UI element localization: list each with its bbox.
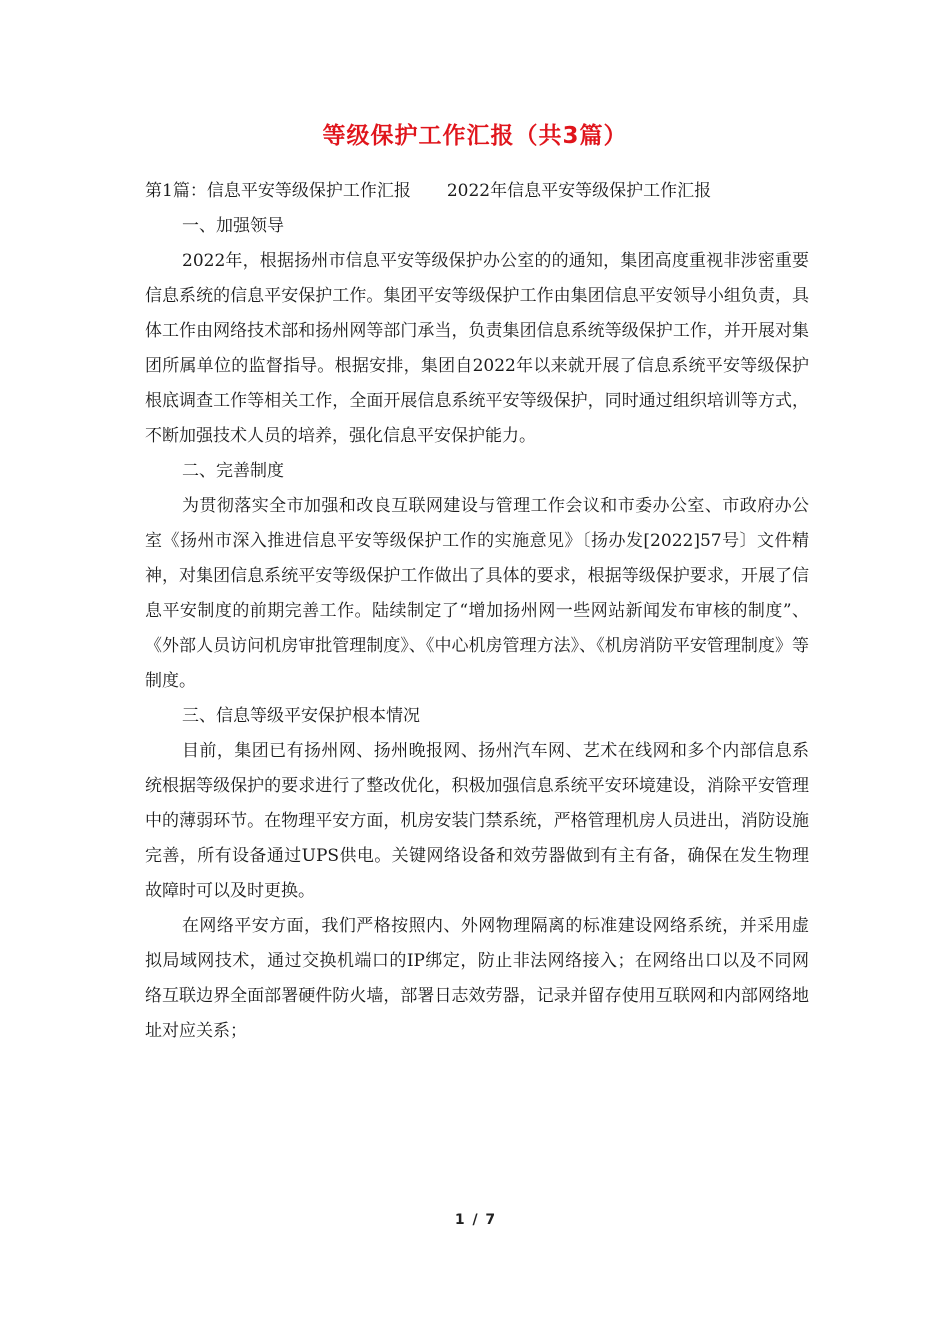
section-heading: 一、加强领导 [182,216,284,236]
section-heading: 三、信息等级平安保护根本情况 [182,706,420,726]
body-paragraph: 目前，集团已有扬州网、扬州晚报网、扬州汽车网、艺术在线网和多个内部信息系统根据等级保护的要求进行了整改优化，积极加强信息系统平安环境建设，消除平安管理中的薄弱环节。在物理平安方面，机房安装门禁系统，严格管理机房人员进出，消防设施完善，所有设备通过UPS供电。关键网络设备和效劳器做到有主有备，确保在发生物理故障时可以及时更换。 [145,741,809,901]
part-heading: 第1篇：信息平安等级保护工作汇报 [145,181,411,201]
body-paragraph: 为贯彻落实全市加强和改良互联网建设与管理工作会议和市委办公室、市政府办公室《扬州市深入推进信息平安等级保护工作的实施意见》〔扬办发[2022]57号〕文件精神，对集团信息系统平安等级保护工作做出了具体的要求，根据等级保护要求，开展了信息平安制度的前期完善工作。陆续制定了“增加扬州网一些网站新闻发布审核的制度”、《外部人员访问机房审批管理制度》、《中心机房管理方法》、《机房消防平安管理制度》等制度。 [145,496,809,691]
part-subtitle: 2022年信息平安等级保护工作汇报 [446,181,712,201]
body-paragraph: 在网络平安方面，我们严格按照内、外网物理隔离的标准建设网络系统，并采用虚拟局域网技术，通过交换机端口的IP绑定，防止非法网络接入；在网络出口以及不同网络互联边界全面部署硬件防火墙，部署日志效劳器，记录并留存使用互联网和内部网络地址对应关系； [145,916,809,1041]
part-heading-line [145,174,809,209]
page-indicator: 1 / 7 [454,1212,496,1228]
section-heading: 二、完善制度 [182,461,284,481]
body-paragraph: 2022年，根据扬州市信息平安等级保护办公室的的通知，集团高度重视非涉密重要信息系统的信息平安保护工作。集团平安等级保护工作由集团信息平安领导小组负责，具体工作由网络技术部和扬州网等部门承当，负责集团信息系统等级保护工作，并开展对集团所属单位的监督指导。根据安排，集团自2022年以来就开展了信息系统平安等级保护根底调查工作等相关工作，全面开展信息系统平安等级保护，同时通过组织培训等方式，不断加强技术人员的培养，强化信息平安保护能力。 [145,251,809,446]
document-title: 等级保护工作汇报（共3篇） [322,123,628,149]
document-body [145,174,809,1049]
